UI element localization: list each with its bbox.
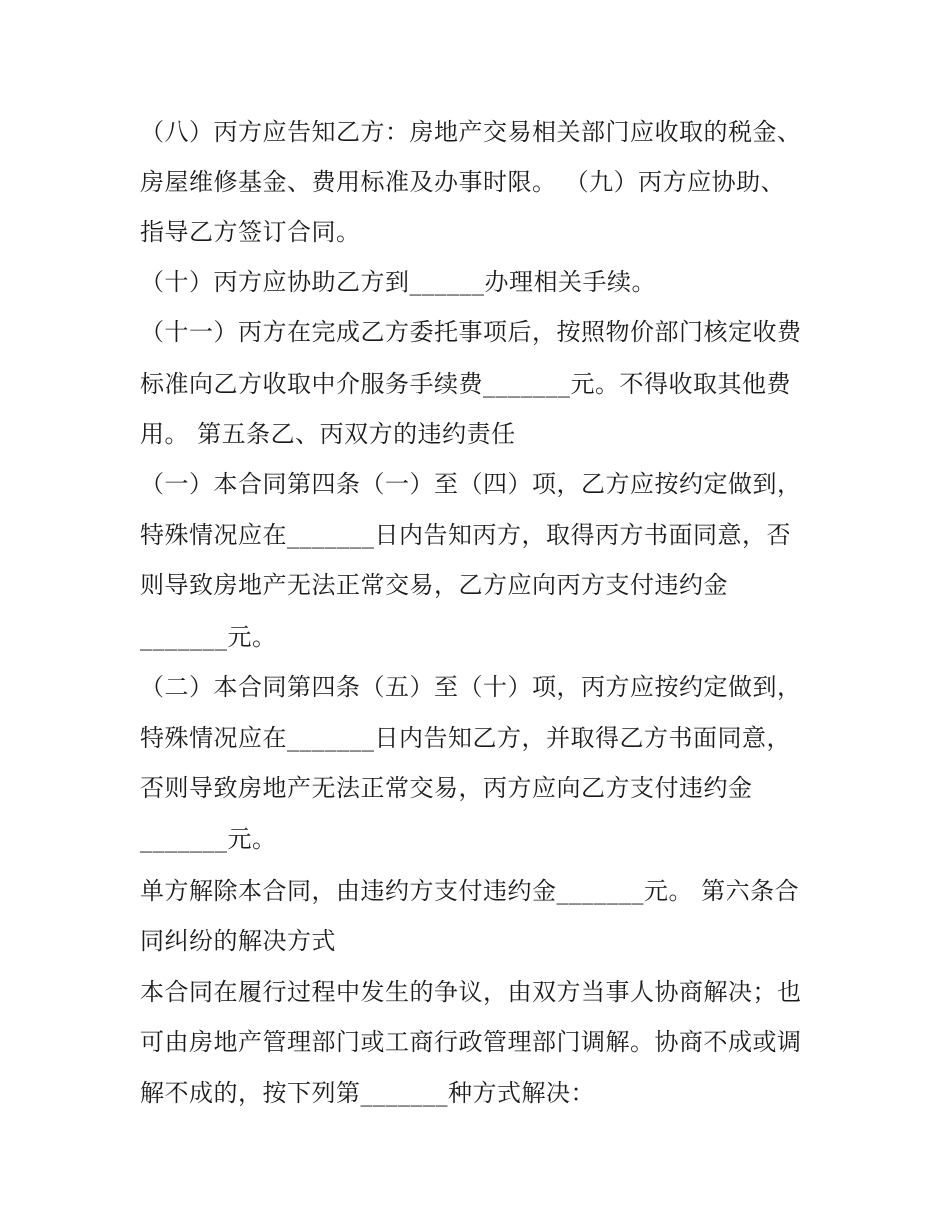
text-line: 本合同在履行过程中发生的争议，由双方当事人协商解决；也 (140, 978, 802, 1006)
text-line: _______元。 (140, 623, 277, 651)
text-line: _______元。 (140, 825, 277, 853)
text-line: 标准向乙方收取中介服务手续费_______元。不得收取其他费 (140, 370, 791, 398)
text-line: 指导乙方签订合同。 (140, 218, 361, 246)
text-line: 解不成的，按下列第_______种方式解决： (140, 1079, 595, 1107)
text-line: 特殊情况应在_______日内告知乙方，并取得乙方书面同意， (140, 724, 791, 752)
text-line: （二）本合同第四条（五）至（十）项，丙方应按约定做到， (140, 673, 802, 701)
text-line: 否则导致房地产无法正常交易，丙方应向乙方支付违约金 (140, 774, 753, 802)
text-line: 同纠纷的解决方式 (140, 927, 336, 955)
text-line: （一）本合同第四条（一）至（四）项，乙方应按约定做到， (140, 470, 802, 498)
text-line: 可由房地产管理部门或工商行政管理部门调解。协商不成或调 (140, 1028, 802, 1056)
text-line: （十）丙方应协助乙方到______办理相关手续。 (140, 268, 656, 296)
text-line: （八）丙方应告知乙方：房地产交易相关部门应收取的税金、 (140, 118, 802, 146)
text-line: 单方解除本合同，由违约方支付违约金_______元。 第六条合 (140, 877, 800, 905)
text-line: 则导致房地产无法正常交易，乙方应向丙方支付违约金 (140, 571, 728, 599)
text-line: 房屋维修基金、费用标准及办事时限。 （九）丙方应协助、 (140, 168, 786, 196)
text-line: （十一）丙方在完成乙方委托事项后，按照物价部门核定收费 (140, 318, 802, 346)
text-line: 特殊情况应在_______日内告知丙方，取得丙方书面同意，否 (140, 521, 791, 549)
text-line: 用。 第五条乙、丙双方的违约责任 (140, 420, 516, 448)
